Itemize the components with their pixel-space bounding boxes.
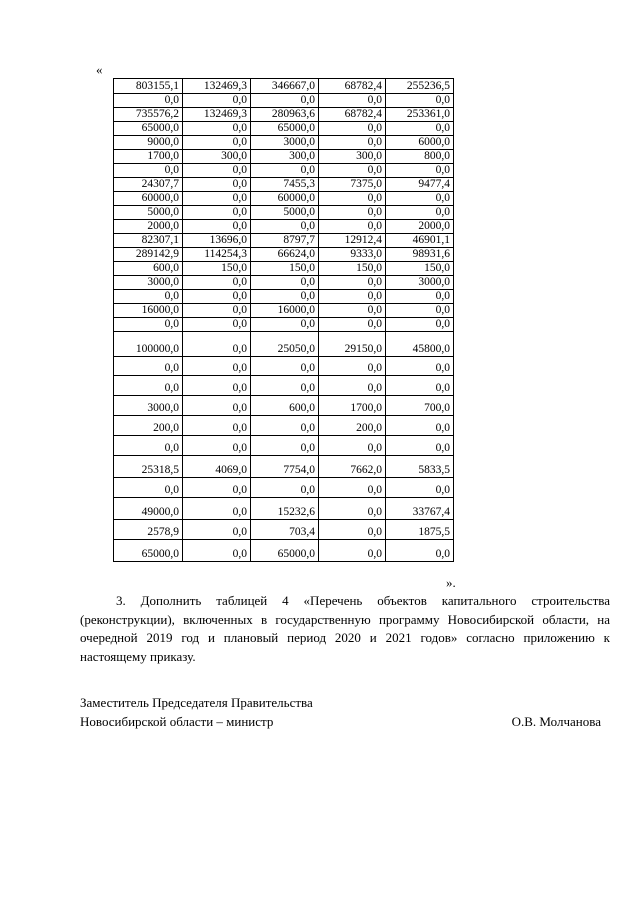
table-cell: 0,0: [183, 416, 251, 436]
table-row: [114, 540, 454, 562]
table-cell: 16000,0: [114, 304, 183, 318]
table-cell: 0,0: [319, 276, 386, 290]
table-row: [114, 304, 454, 318]
table-cell: 7662,0: [319, 456, 386, 478]
table-row: [114, 357, 454, 376]
table-cell: 0,0: [114, 436, 183, 456]
table-cell: 0,0: [386, 540, 454, 562]
table-cell: 0,0: [319, 540, 386, 562]
table-cell: 0,0: [319, 94, 386, 108]
table-cell: 289142,9: [114, 248, 183, 262]
table-cell: 0,0: [386, 122, 454, 136]
table-cell: 0,0: [386, 94, 454, 108]
table-cell: 0,0: [183, 122, 251, 136]
table-cell: 700,0: [386, 396, 454, 416]
table-cell: 132469,3: [183, 79, 251, 94]
table-cell: 3000,0: [251, 136, 319, 150]
table-row: [114, 416, 454, 436]
table-cell: 0,0: [183, 304, 251, 318]
table-cell: 0,0: [183, 206, 251, 220]
table-cell: 600,0: [251, 396, 319, 416]
table-cell: 4069,0: [183, 456, 251, 478]
table-cell: 68782,4: [319, 79, 386, 94]
table-cell: 114254,3: [183, 248, 251, 262]
table-cell: 65000,0: [114, 122, 183, 136]
table-row: [114, 94, 454, 108]
table-row: [114, 396, 454, 416]
table-cell: 346667,0: [251, 79, 319, 94]
table-cell: 132469,3: [183, 108, 251, 122]
table-cell: 0,0: [183, 540, 251, 562]
table-cell: 0,0: [319, 478, 386, 498]
table-cell: 0,0: [386, 164, 454, 178]
table-cell: 0,0: [183, 178, 251, 192]
table-cell: 0,0: [114, 94, 183, 108]
table-cell: 200,0: [114, 416, 183, 436]
table-row: [114, 332, 454, 357]
table-row: [114, 318, 454, 332]
table-cell: 82307,1: [114, 234, 183, 248]
table-cell: 0,0: [386, 290, 454, 304]
table-cell: 25050,0: [251, 332, 319, 357]
table-row: [114, 79, 454, 94]
table-cell: 703,4: [251, 520, 319, 540]
table-cell: 3000,0: [114, 396, 183, 416]
table-cell: 7754,0: [251, 456, 319, 478]
table-row: [114, 122, 454, 136]
table-cell: 0,0: [386, 304, 454, 318]
table-cell: 45800,0: [386, 332, 454, 357]
amendment-paragraph: 3. Дополнить таблицей 4 «Перечень объектов капитального строительства (реконструкции), включенных в государственную программу Новосибирской области, на очередной 2019 год и плановый период 2020 и 2021 годов» согласно приложению к настоящему приказу.: [80, 593, 610, 664]
table-row: [114, 136, 454, 150]
table-cell: 800,0: [386, 150, 454, 164]
signature-block: [80, 693, 610, 731]
table-cell: 0,0: [251, 290, 319, 304]
table-cell: 150,0: [319, 262, 386, 276]
signature-title-line2: Новосибирской области – министр: [80, 714, 274, 729]
table-cell: 0,0: [319, 357, 386, 376]
table-cell: 5000,0: [251, 206, 319, 220]
table-cell: 0,0: [183, 318, 251, 332]
budget-table: [113, 78, 454, 562]
table-row: [114, 248, 454, 262]
table-cell: 600,0: [114, 262, 183, 276]
table-cell: 0,0: [251, 94, 319, 108]
table-row: [114, 262, 454, 276]
table-cell: 1875,5: [386, 520, 454, 540]
table-cell: 0,0: [319, 164, 386, 178]
table-row: [114, 192, 454, 206]
table-cell: 0,0: [319, 206, 386, 220]
table-cell: 15232,6: [251, 498, 319, 520]
table-cell: 65000,0: [251, 122, 319, 136]
table-cell: 49000,0: [114, 498, 183, 520]
table-cell: 0,0: [319, 376, 386, 396]
table-cell: 12912,4: [319, 234, 386, 248]
table-cell: 9333,0: [319, 248, 386, 262]
table-cell: 0,0: [386, 206, 454, 220]
table-row: [114, 178, 454, 192]
table-cell: 5000,0: [114, 206, 183, 220]
table-cell: 29150,0: [319, 332, 386, 357]
opening-quote: «: [96, 62, 103, 77]
table-cell: 16000,0: [251, 304, 319, 318]
table-cell: 0,0: [183, 478, 251, 498]
table-cell: 0,0: [251, 416, 319, 436]
table-cell: 150,0: [386, 262, 454, 276]
table-row: [114, 276, 454, 290]
table-cell: 0,0: [183, 396, 251, 416]
table-cell: 0,0: [183, 436, 251, 456]
table-cell: 8797,7: [251, 234, 319, 248]
table-row: [114, 436, 454, 456]
table-cell: 68782,4: [319, 108, 386, 122]
table-cell: 0,0: [114, 376, 183, 396]
table-cell: 65000,0: [114, 540, 183, 562]
table-cell: 0,0: [319, 436, 386, 456]
table-cell: 0,0: [319, 136, 386, 150]
table-cell: 0,0: [183, 276, 251, 290]
table-cell: 0,0: [251, 276, 319, 290]
budget-table-body: [114, 79, 454, 562]
table-cell: 0,0: [114, 164, 183, 178]
table-cell: 0,0: [114, 478, 183, 498]
table-cell: 735576,2: [114, 108, 183, 122]
table-row: [114, 150, 454, 164]
table-cell: 0,0: [183, 357, 251, 376]
table-cell: 0,0: [251, 357, 319, 376]
table-cell: 60000,0: [114, 192, 183, 206]
table-cell: 300,0: [183, 150, 251, 164]
table-cell: 0,0: [319, 192, 386, 206]
table-cell: 0,0: [251, 220, 319, 234]
table-cell: 0,0: [386, 357, 454, 376]
table-cell: 0,0: [183, 192, 251, 206]
table-cell: 0,0: [251, 164, 319, 178]
table-row: [114, 220, 454, 234]
table-cell: 0,0: [183, 376, 251, 396]
table-row: [114, 520, 454, 540]
table-cell: 150,0: [183, 262, 251, 276]
table-cell: 280963,6: [251, 108, 319, 122]
table-cell: 255236,5: [386, 79, 454, 94]
table-cell: 24307,7: [114, 178, 183, 192]
table-row: [114, 234, 454, 248]
table-cell: 0,0: [386, 416, 454, 436]
table-row: [114, 164, 454, 178]
table-cell: 0,0: [114, 357, 183, 376]
table-cell: 300,0: [251, 150, 319, 164]
table-cell: 0,0: [183, 136, 251, 150]
table-cell: 1700,0: [114, 150, 183, 164]
table-cell: 803155,1: [114, 79, 183, 94]
table-cell: 0,0: [386, 478, 454, 498]
table-cell: 0,0: [183, 220, 251, 234]
table-cell: 0,0: [114, 318, 183, 332]
table-cell: 66624,0: [251, 248, 319, 262]
table-cell: 3000,0: [386, 276, 454, 290]
table-cell: 33767,4: [386, 498, 454, 520]
table-row: [114, 206, 454, 220]
table-cell: 0,0: [251, 318, 319, 332]
table-cell: 1700,0: [319, 396, 386, 416]
table-cell: 0,0: [386, 318, 454, 332]
table-cell: 0,0: [114, 290, 183, 304]
table-cell: 46901,1: [386, 234, 454, 248]
table-cell: 0,0: [183, 164, 251, 178]
table-cell: 9000,0: [114, 136, 183, 150]
table-cell: 0,0: [386, 192, 454, 206]
table-cell: 0,0: [251, 436, 319, 456]
table-row: [114, 376, 454, 396]
table-cell: 0,0: [319, 122, 386, 136]
table-cell: 0,0: [319, 520, 386, 540]
table-cell: 100000,0: [114, 332, 183, 357]
table-cell: 0,0: [251, 478, 319, 498]
signature-title-line1: Заместитель Председателя Правительства: [80, 695, 313, 710]
table-cell: 2578,9: [114, 520, 183, 540]
table-cell: 60000,0: [251, 192, 319, 206]
closing-quote: ».: [446, 575, 456, 590]
table-cell: 150,0: [251, 262, 319, 276]
table-row: [114, 498, 454, 520]
table-cell: 7455,3: [251, 178, 319, 192]
table-cell: 253361,0: [386, 108, 454, 122]
table-cell: 65000,0: [251, 540, 319, 562]
table-row: [114, 108, 454, 122]
table-cell: 0,0: [319, 304, 386, 318]
table-cell: 3000,0: [114, 276, 183, 290]
table-cell: 0,0: [319, 498, 386, 520]
table-cell: 200,0: [319, 416, 386, 436]
table-cell: 0,0: [251, 376, 319, 396]
table-cell: 98931,6: [386, 248, 454, 262]
table-cell: 0,0: [183, 94, 251, 108]
table-cell: 0,0: [183, 498, 251, 520]
table-cell: 0,0: [386, 436, 454, 456]
table-cell: 13696,0: [183, 234, 251, 248]
table-cell: 0,0: [183, 332, 251, 357]
table-cell: 0,0: [386, 376, 454, 396]
table-cell: 5833,5: [386, 456, 454, 478]
table-cell: 9477,4: [386, 178, 454, 192]
table-cell: 7375,0: [319, 178, 386, 192]
table-cell: 0,0: [183, 520, 251, 540]
table-cell: 2000,0: [114, 220, 183, 234]
table-cell: 2000,0: [386, 220, 454, 234]
table-cell: 25318,5: [114, 456, 183, 478]
table-cell: 0,0: [183, 290, 251, 304]
table-cell: 0,0: [319, 220, 386, 234]
table-row: [114, 478, 454, 498]
table-row: [114, 456, 454, 478]
table-cell: 0,0: [319, 290, 386, 304]
table-cell: 0,0: [319, 318, 386, 332]
table-row: [114, 290, 454, 304]
table-cell: 300,0: [319, 150, 386, 164]
signatory-name: О.В. Молчанова: [511, 714, 601, 729]
table-cell: 6000,0: [386, 136, 454, 150]
